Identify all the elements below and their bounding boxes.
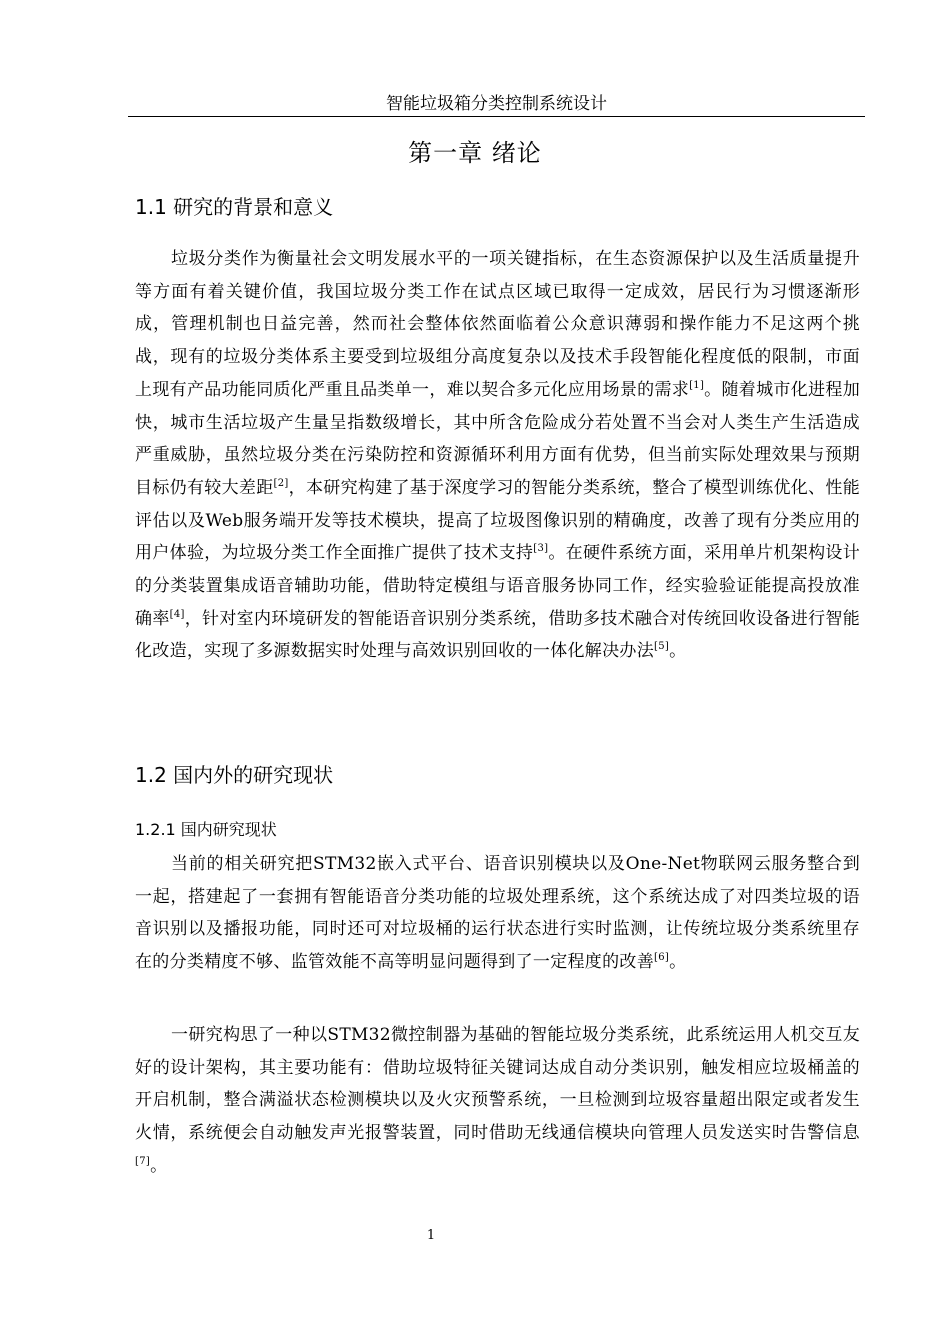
paragraph-domestic-2 (135, 1019, 860, 1183)
paragraph-text-run: 。随着城市化进程加快，城市生活垃圾产生量呈指数级增长，其中所含危险成分若处置不当会对人类生产生活造成严重威胁，虽然垃圾分类在污染防控和资源循环利用方面有优势，但当前实际处理效果与预期目标仍有较大差距 (135, 379, 860, 498)
chapter-title: 第一章 绪论 (408, 139, 542, 167)
section-heading-1-2: 1.2 国内外的研究现状 (135, 763, 334, 787)
citation-marker: [5] (654, 641, 670, 653)
paragraph-text-run: ，本研究构建了基于深度学习的智能分类系统，整合了模型训练优化、性能评估以及Web服务端开发等技术模块，提高了垃圾图像识别的精确度，改善了现有分类应用的用户体验，为垃圾分类工作全面推广提供了技术支持 (135, 477, 860, 564)
subsection-heading-1-2-1: 1.2.1 国内研究现状 (135, 820, 277, 839)
paragraph-text-run: 一研究构思了一种以STM32微控制器为基础的智能垃圾分类系统，此系统运用人机交互友好的设计架构，其主要功能有：借助垃圾特征关键词达成自动分类识别，触发相应垃圾桶盖的开启机制，整合满溢状态检测模块以及火灾预警系统，一旦检测到垃圾容量超出限定或者发生火情，系统便会自动触发声光报警装置，同时借助无线通信模块向管理人员发送实时告警信息 (135, 1025, 860, 1144)
section-heading-1-1: 1.1 研究的背景和意义 (135, 195, 334, 219)
paragraph-domestic-1 (135, 848, 860, 979)
running-header: 智能垃圾箱分类控制系统设计 (128, 94, 865, 117)
paragraph-text-run: 垃圾分类作为衡量社会文明发展水平的一项关键指标，在生态资源保护以及生活质量提升等方面有着关键价值，我国垃圾分类工作在试点区域已取得一定成效，居民行为习惯逐渐形成，管理机制也日益完善，然而社会整体依然面临着公众意识薄弱和操作能力不足这两个挑战，现有的垃圾分类体系主要受到垃圾组分高度复杂以及技术手段智能化程度低的限制，市面上现有产品功能同质化严重且品类单一，难以契合多元化应用场景的需求 (135, 249, 860, 400)
paragraph-background (135, 243, 860, 668)
citation-marker: [7] (135, 1155, 151, 1167)
paragraph-text-run: 当前的相关研究把STM32嵌入式平台、语音识别模块以及One-Net物联网云服务整合到一起，搭建起了一套拥有智能语音分类功能的垃圾处理系统，这个系统达成了对四类垃圾的语音识别以及播报功能，同时还可对垃圾桶的运行状态进行实时监测，让传统垃圾分类系统里存在的分类精度不够、监管效能不高等明显问题得到了一定程度的改善 (135, 854, 860, 973)
paragraph-text-run: ，针对室内环境研发的智能语音识别分类系统，借助多技术融合对传统回收设备进行智能化改造，实现了多源数据实时处理与高效识别回收的一体化解决办法 (135, 608, 860, 662)
citation-marker: [1] (689, 379, 705, 391)
paragraph-text-run: 。 (669, 641, 687, 662)
citation-marker: [6] (654, 952, 670, 964)
paragraph-text-run: 。 (669, 952, 687, 973)
page-number: 1 (426, 1228, 436, 1243)
paragraph-text-run: 。在硬件系统方面，采用单片机架构设计的分类装置集成语音辅助功能，借助特定模组与语音服务协同工作，经实验验证能提高投放准确率 (135, 543, 860, 629)
citation-marker: [3] (533, 543, 549, 555)
paragraph-text-run: 。 (150, 1155, 168, 1176)
citation-marker: [2] (273, 477, 289, 489)
citation-marker: [4] (169, 608, 185, 620)
